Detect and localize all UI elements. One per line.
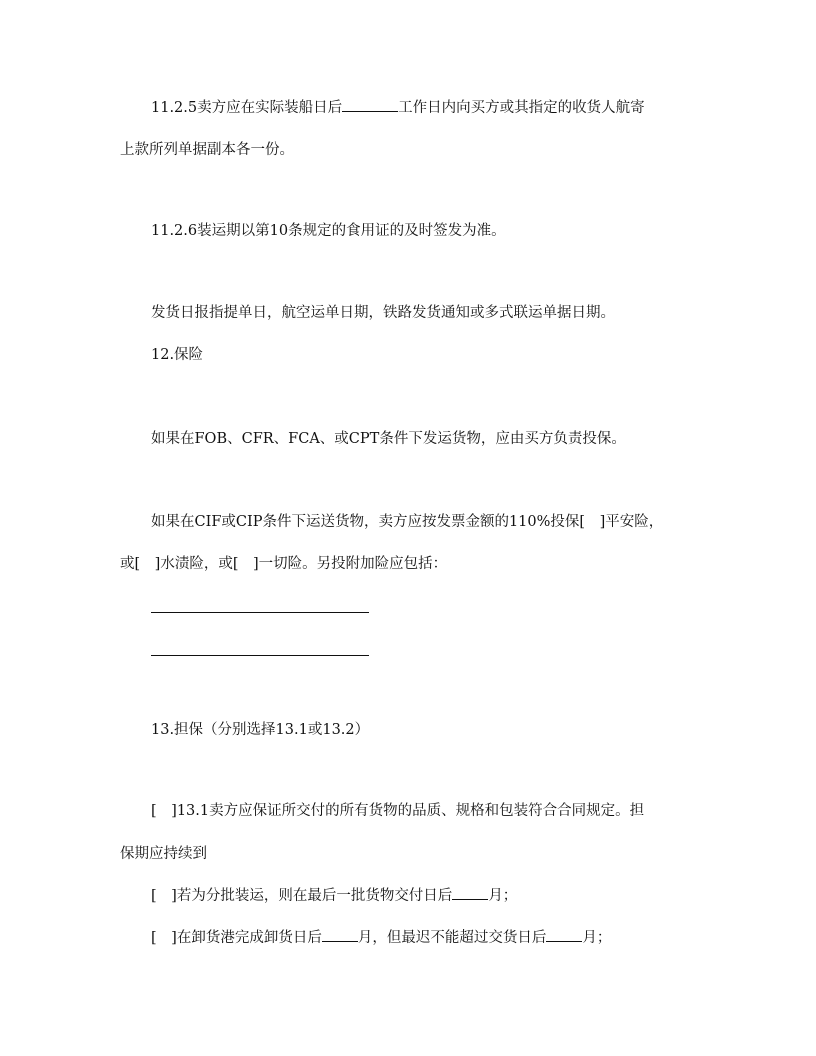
shipping-date-note: 发货日报指提单日，航空运单日期，铁路发货通知或多式联运单据日期。 — [151, 305, 615, 321]
option-unload-text-c: 月； — [582, 930, 612, 946]
option-unload-text-b: 月，但最迟不能超过交货日后 — [357, 930, 547, 946]
clause-13-1-line1: [ ]13.1卖方应保证所交付的所有货物的品质、规格和包装符合合同规定。担 — [151, 803, 645, 819]
option-batch-shipment — [151, 885, 517, 906]
option-batch-text-a: [ ]若为分批装运，则在最后一批货物交付日后 — [151, 888, 453, 904]
clause-11-2-5-text-a: 11.2.5卖方应在实际装船日后 — [151, 100, 343, 116]
option-unload-completion — [151, 927, 611, 948]
insurance-fob-paragraph: 如果在FOB、CFR、FCA、或CPT条件下发运货物，应由买方负责投保。 — [151, 431, 626, 447]
months-blank-delivery — [546, 927, 582, 942]
months-blank-unload — [322, 927, 358, 942]
clause-11-2-5-line1 — [151, 97, 645, 118]
insurance-cif-line1: 如果在CIF或CIP条件下运送货物，卖方应按发票金额的110%投保[ ]平安险， — [151, 514, 664, 530]
additional-insurance-blank-1 — [151, 612, 369, 613]
clause-11-2-6: 11.2.6装运期以第10条规定的食用证的及时签发为准。 — [151, 223, 506, 239]
insurance-cif-line2: 或[ ]水渍险，或[ ]一切险。另投附加险应包括： — [120, 556, 448, 572]
section-13-heading: 13.担保（分别选择13.1或13.2） — [151, 722, 370, 738]
clause-11-2-5-text-b: 工作日内向买方或其指定的收货人航寄 — [398, 100, 645, 116]
months-blank — [452, 885, 488, 900]
additional-insurance-blank-2 — [151, 655, 369, 656]
clause-13-1-line2: 保期应持续到 — [120, 846, 207, 862]
section-12-heading: 12.保险 — [151, 347, 204, 363]
option-unload-text-a: [ ]在卸货港完成卸货日后 — [151, 930, 322, 946]
days-blank — [342, 97, 398, 112]
option-batch-text-b: 月； — [488, 888, 518, 904]
clause-11-2-5-line2: 上款所列单据副本各一份。 — [120, 142, 294, 158]
